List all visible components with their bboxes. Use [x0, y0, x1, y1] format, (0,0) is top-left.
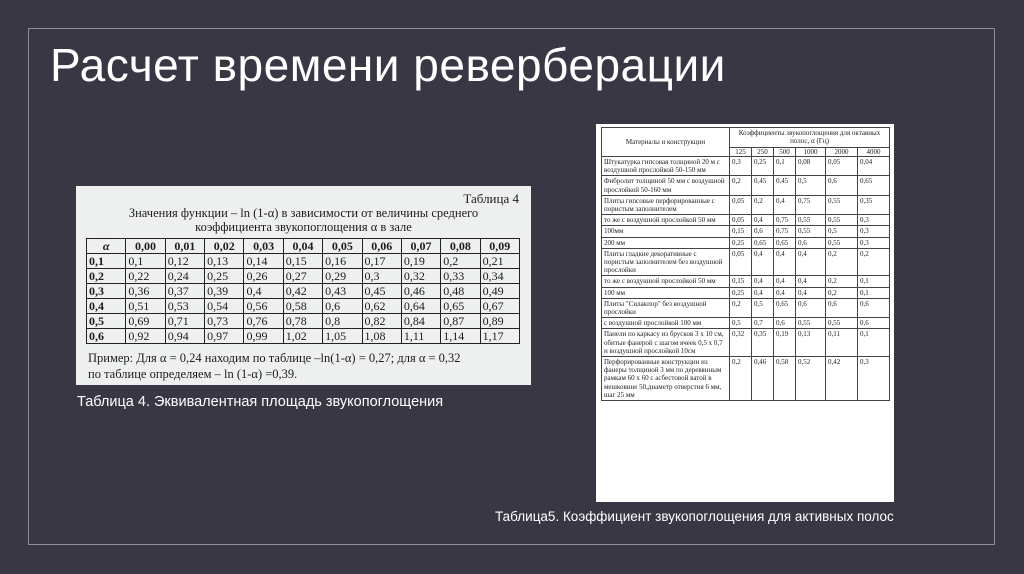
- table5-value-cell: 0,1: [774, 157, 796, 176]
- table4-cell: 0,14: [244, 254, 283, 269]
- table4-cell: 0,48: [441, 284, 480, 299]
- table5-body: [602, 157, 890, 401]
- table5-value-cell: 0,55: [796, 226, 826, 237]
- table4-column-header: 0,03: [244, 239, 283, 254]
- table5-row: [602, 248, 890, 276]
- table5-value-cell: 0,05: [826, 157, 858, 176]
- table4-row-header: 0,4: [87, 299, 126, 314]
- table5-material-cell: то же с воздушной прослойкой 50 мм: [602, 276, 730, 287]
- table4-row: [87, 269, 520, 284]
- table5-material-cell: 200 мм: [602, 237, 730, 248]
- table5-value-cell: 0,5: [752, 298, 774, 317]
- table5-value-cell: 0,5: [826, 226, 858, 237]
- table5-value-cell: 0,65: [752, 237, 774, 248]
- table5-value-cell: 0,55: [796, 215, 826, 226]
- table5-material-cell: Штукатурка гипсовая толщиной 20 м с воздушной прослойкой 50-150 мм: [602, 157, 730, 176]
- table5-row: [602, 318, 890, 329]
- table5-material-cell: Перфорированные конструкции из фанеры толщиной 3 мм по деревянным рамкам 60 х 60 с асбестовой ватой в мешковине 50,диаметр отверстия 6 мм, шаг 25 мм: [602, 357, 730, 401]
- table5-value-cell: 0,5: [796, 176, 826, 195]
- table5-row: [602, 215, 890, 226]
- table5-row: [602, 195, 890, 214]
- table5-material-cell: то же с воздушной прослойкой 50 мм: [602, 215, 730, 226]
- table4-cell: 0,34: [480, 269, 519, 284]
- table4-caption: Таблица 4. Эквивалентная площадь звукопоглощения: [77, 394, 444, 410]
- table4-column-header: 0,09: [480, 239, 519, 254]
- table5-value-cell: 0,25: [730, 287, 752, 298]
- table5-value-cell: 0,65: [774, 298, 796, 317]
- table4-cell: 0,71: [165, 314, 204, 329]
- table4-cell: 0,13: [205, 254, 244, 269]
- table5-value-cell: 0,75: [796, 195, 826, 214]
- table5-value-cell: 0,6: [826, 298, 858, 317]
- table5-row: [602, 237, 890, 248]
- table4-cell: 0,45: [362, 284, 401, 299]
- table4-label: Таблица 4: [463, 191, 519, 206]
- table4-cell: 0,58: [283, 299, 322, 314]
- table5-value-cell: 0,6: [752, 226, 774, 237]
- table5-value-cell: 0,2: [730, 298, 752, 317]
- table5-material-cell: Фибролит толщиной 50 мм с воздушной прослойкой 50-160 мм: [602, 176, 730, 195]
- table5-value-cell: 0,4: [774, 195, 796, 214]
- table5-value-cell: 0,3: [858, 357, 890, 401]
- table5-value-cell: 0,35: [752, 329, 774, 357]
- table5-frequency-header: 4000: [858, 147, 890, 156]
- table5-value-cell: 0,3: [858, 237, 890, 248]
- table4-cell: 0,46: [401, 284, 440, 299]
- table4-corner: $\overline{\alpha}$: [87, 239, 126, 254]
- table5-value-cell: 0,05: [730, 215, 752, 226]
- table5-value-cell: 0,1: [858, 287, 890, 298]
- table4-cell: 0,33: [441, 269, 480, 284]
- table5-value-cell: 0,2: [826, 276, 858, 287]
- table4-cell: 0,15: [283, 254, 322, 269]
- table5-material-cell: с воздушной прослойкой 100 мм: [602, 318, 730, 329]
- table4-cell: 0,22: [126, 269, 165, 284]
- table5-image: [596, 124, 894, 502]
- table5-grid: [601, 127, 890, 401]
- table4-cell: 0,76: [244, 314, 283, 329]
- table5-value-cell: 0,4: [796, 248, 826, 276]
- table5-value-cell: 0,4: [774, 287, 796, 298]
- table5-value-cell: 0,2: [826, 248, 858, 276]
- table5-value-cell: 0,55: [826, 215, 858, 226]
- table5-row: [602, 276, 890, 287]
- table4-cell: 0,25: [205, 269, 244, 284]
- table5-value-cell: 0,58: [774, 357, 796, 401]
- table4-grid: [86, 238, 520, 344]
- table5-value-cell: 0,7: [752, 318, 774, 329]
- table4-column-header: 0,06: [362, 239, 401, 254]
- table5-value-cell: 0,6: [796, 298, 826, 317]
- table4-cell: 0,12: [165, 254, 204, 269]
- table5-value-cell: 0,4: [752, 287, 774, 298]
- table5-header-row: [602, 128, 890, 148]
- table5-material-cell: 100 мм: [602, 287, 730, 298]
- table4-cell: 0,17: [362, 254, 401, 269]
- table5-value-cell: 0,4: [774, 276, 796, 287]
- table4-cell: 0,24: [165, 269, 204, 284]
- table5-value-cell: 0,65: [774, 237, 796, 248]
- table5-value-cell: 0,55: [826, 195, 858, 214]
- table5-caption: Таблица5. Коэффициент звукопоглощения для активных полос: [495, 509, 894, 524]
- table4-cell: 1,08: [362, 329, 401, 344]
- table5-frequency-header: 125: [730, 147, 752, 156]
- table4-cell: 0,89: [480, 314, 519, 329]
- table5-value-cell: 0,2: [752, 195, 774, 214]
- table4-cell: 0,2: [441, 254, 480, 269]
- table5-value-cell: 0,46: [752, 357, 774, 401]
- table5-value-cell: 0,6: [858, 298, 890, 317]
- table5-row: [602, 157, 890, 176]
- table5-value-cell: 0,1: [858, 329, 890, 357]
- table4-cell: 1,14: [441, 329, 480, 344]
- table4-cell: 0,53: [165, 299, 204, 314]
- slide-title: Расчет времени реверберации: [50, 39, 726, 91]
- table4-cell: 0,67: [480, 299, 519, 314]
- table4-example-line2: по таблице определяем – ln (1-α) =0,39.: [88, 367, 298, 381]
- table5-value-cell: 0,6: [774, 318, 796, 329]
- table4-example-line1: Пример: Для α = 0,24 находим по таблице –ln(1-α) = 0,27; для α = 0,32: [88, 351, 461, 365]
- table4-row: [87, 299, 520, 314]
- table4-cell: 0,21: [480, 254, 519, 269]
- table4-cell: 0,99: [244, 329, 283, 344]
- table5-value-cell: 0,05: [730, 248, 752, 276]
- table4-cell: 1,02: [283, 329, 322, 344]
- table5-frequency-header: 1000: [796, 147, 826, 156]
- table5-value-cell: 0,4: [774, 248, 796, 276]
- table5-frequency-header: 250: [752, 147, 774, 156]
- table5-material-cell: Панели по каркасу из брусков 3 х 10 см, обитые фанерой с шагом ячеек 0,5 х 0,7 и воздушной прослойкой 10см: [602, 329, 730, 357]
- table4-cell: 0,82: [362, 314, 401, 329]
- table5-value-cell: 0,2: [858, 248, 890, 276]
- table4-cell: 0,1: [126, 254, 165, 269]
- table4-cell: 0,32: [401, 269, 440, 284]
- table4-cell: 0,29: [323, 269, 362, 284]
- table5-value-cell: 0,75: [774, 215, 796, 226]
- table5-value-cell: 0,42: [826, 357, 858, 401]
- table4-cell: 0,4: [244, 284, 283, 299]
- table4-cell: 0,6: [323, 299, 362, 314]
- table4-row-header: 0,2: [87, 269, 126, 284]
- table4-cell: 0,87: [441, 314, 480, 329]
- table4-heading-line2: коэффициента звукопоглощения α в зале: [195, 220, 412, 234]
- table5-value-cell: 0,08: [796, 157, 826, 176]
- table5-material-cell: Плиты гладкие декоративные с пористым заполнителем без воздушной прослойки: [602, 248, 730, 276]
- table4-cell: 0,37: [165, 284, 204, 299]
- table4-cell: 0,84: [401, 314, 440, 329]
- table5-value-cell: 0,4: [752, 215, 774, 226]
- table5-row: [602, 298, 890, 317]
- table4-row: [87, 329, 520, 344]
- table4-cell: 0,8: [323, 314, 362, 329]
- table5-value-cell: 0,45: [752, 176, 774, 195]
- table4-cell: 0,69: [126, 314, 165, 329]
- table5-value-cell: 0,45: [774, 176, 796, 195]
- table4-cell: 0,39: [205, 284, 244, 299]
- table4-heading-line1: Значения функции – ln (1-α) в зависимости от величины среднего: [128, 206, 479, 220]
- table5-value-cell: 0,11: [826, 329, 858, 357]
- table5-row: [602, 287, 890, 298]
- table5-value-cell: 0,4: [752, 276, 774, 287]
- table5-value-cell: 0,1: [858, 276, 890, 287]
- table5-row: [602, 357, 890, 401]
- table5-value-cell: 0,13: [796, 329, 826, 357]
- table5-value-cell: 0,04: [858, 157, 890, 176]
- table5-value-cell: 0,4: [796, 287, 826, 298]
- table4-column-header: 0,01: [165, 239, 204, 254]
- table5-row: [602, 329, 890, 357]
- table4-cell: 0,54: [205, 299, 244, 314]
- table5-header-materials: Материалы и конструкции: [602, 128, 730, 157]
- table4-cell: 1,05: [323, 329, 362, 344]
- table4-cell: 0,26: [244, 269, 283, 284]
- table5-material-cell: Плиты гипсовые перфорированные с пористым заполнителем: [602, 195, 730, 214]
- table4-image: [76, 186, 531, 385]
- table4-cell: 0,43: [323, 284, 362, 299]
- table4-body: [87, 254, 520, 344]
- table4-cell: 0,56: [244, 299, 283, 314]
- table5-value-cell: 0,55: [826, 318, 858, 329]
- table4-cell: 0,65: [441, 299, 480, 314]
- table4-column-header: 0,02: [205, 239, 244, 254]
- table4-row-header: 0,5: [87, 314, 126, 329]
- table5-value-cell: 0,35: [858, 195, 890, 214]
- table5-value-cell: 0,55: [826, 237, 858, 248]
- table5-row: [602, 176, 890, 195]
- table4-cell: 0,16: [323, 254, 362, 269]
- table5-value-cell: 0,4: [752, 248, 774, 276]
- table5-frequency-header: 2000: [826, 147, 858, 156]
- table5-value-cell: 0,19: [774, 329, 796, 357]
- table4-cell: 0,19: [401, 254, 440, 269]
- table5-value-cell: 0,15: [730, 226, 752, 237]
- table5-value-cell: 0,6: [858, 318, 890, 329]
- table5-value-cell: 0,5: [730, 318, 752, 329]
- table4-cell: 1,11: [401, 329, 440, 344]
- table5-value-cell: 0,3: [858, 215, 890, 226]
- table4-column-header: 0,05: [323, 239, 362, 254]
- table4-row-header: 0,3: [87, 284, 126, 299]
- table5-value-cell: 0,2: [730, 357, 752, 401]
- table4-row: [87, 284, 520, 299]
- table5-material-cell: Плиты "Силакпор" без воздушной прослойки: [602, 298, 730, 317]
- table4-cell: 0,62: [362, 299, 401, 314]
- table5-value-cell: 0,65: [858, 176, 890, 195]
- table4-cell: 0,49: [480, 284, 519, 299]
- table5-value-cell: 0,2: [826, 287, 858, 298]
- table5-value-cell: 0,75: [774, 226, 796, 237]
- table4-cell: 0,36: [126, 284, 165, 299]
- table5-value-cell: 0,6: [826, 176, 858, 195]
- table4-cell: 1,17: [480, 329, 519, 344]
- table4-column-header: 0,04: [283, 239, 322, 254]
- table4-cell: 0,94: [165, 329, 204, 344]
- table4-cell: 0,97: [205, 329, 244, 344]
- table4-cell: 0,51: [126, 299, 165, 314]
- table5-value-cell: 0,25: [752, 157, 774, 176]
- table4-column-header: 0,07: [401, 239, 440, 254]
- table5-row: [602, 226, 890, 237]
- table5-value-cell: 0,3: [858, 226, 890, 237]
- table4-cell: 0,42: [283, 284, 322, 299]
- table4-column-header: 0,00: [126, 239, 165, 254]
- table5-frequency-header: 500: [774, 147, 796, 156]
- table4-row-header: 0,6: [87, 329, 126, 344]
- table5-header-coeffs: Коэффициенты звукопоглощения для октавных полос, α (Гц): [730, 128, 890, 148]
- table4-cell: 0,27: [283, 269, 322, 284]
- table4-row: [87, 314, 520, 329]
- table4-cell: 0,78: [283, 314, 322, 329]
- table5-value-cell: 0,55: [796, 318, 826, 329]
- table5-value-cell: 0,32: [730, 329, 752, 357]
- table4-cell: 0,92: [126, 329, 165, 344]
- table5-value-cell: 0,05: [730, 195, 752, 214]
- table5-value-cell: 0,2: [730, 176, 752, 195]
- table5-material-cell: 100мм: [602, 226, 730, 237]
- table4-cell: 0,73: [205, 314, 244, 329]
- table5-value-cell: 0,25: [730, 237, 752, 248]
- table5-value-cell: 0,3: [730, 157, 752, 176]
- table4-heading: [76, 206, 531, 234]
- table4-cell: 0,64: [401, 299, 440, 314]
- table5-value-cell: 0,52: [796, 357, 826, 401]
- table5-value-cell: 0,4: [796, 276, 826, 287]
- table4-row-header: 0,1: [87, 254, 126, 269]
- table5-value-cell: 0,15: [730, 276, 752, 287]
- table4-column-header: 0,08: [441, 239, 480, 254]
- table4-cell: 0,3: [362, 269, 401, 284]
- table4-header-row: [87, 239, 520, 254]
- table5-value-cell: 0,6: [796, 237, 826, 248]
- table4-row: [87, 254, 520, 269]
